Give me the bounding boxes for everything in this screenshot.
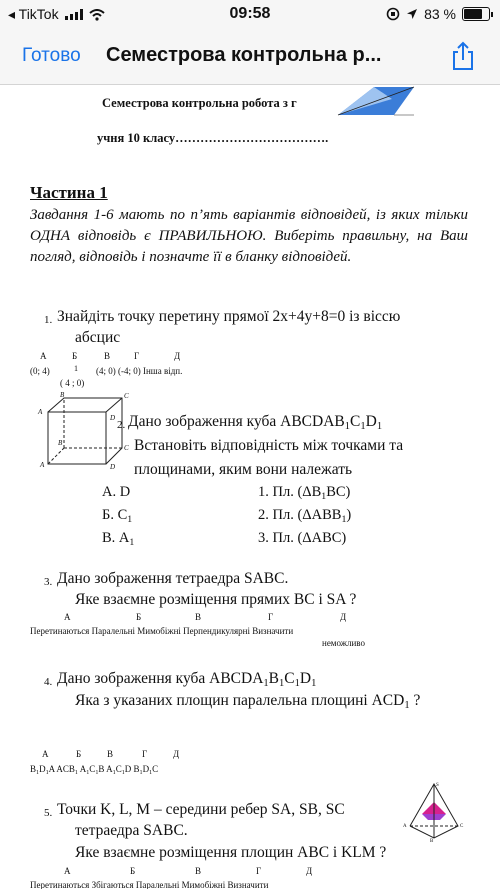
q2-option-a: А. D <box>102 484 131 500</box>
q4-letter-e: Д <box>173 749 180 759</box>
status-bar <box>0 0 500 30</box>
cube-label-b: B <box>58 439 63 447</box>
part-title: Частина 1 <box>30 183 108 202</box>
q5-number: 5. <box>44 807 53 819</box>
doc-header-title: Семестрова контрольна робота з г <box>102 96 297 110</box>
q2-number: 2. <box>117 419 126 431</box>
q5-letter-e: Д <box>306 866 313 876</box>
q2-option-b: Б. $C_1$ <box>102 507 133 525</box>
header-figure <box>334 85 418 119</box>
cube-label-b1: B <box>60 391 65 399</box>
q2-plane-3: 3. Пл. (ΔABC) <box>258 530 347 546</box>
q1-letter-e: Д <box>174 351 181 361</box>
q3-letter-b: Б <box>136 612 142 622</box>
q5-text-line1: Точки K, L, M – середини ребер SA, SB, SC <box>57 801 345 818</box>
status-right <box>386 6 490 22</box>
q4-text-line2: Яка з указаних площин паралельна площині $ACD_1$ ? <box>75 692 421 712</box>
document-page <box>0 85 500 889</box>
q4-letter-d: Г <box>142 749 148 759</box>
q2-text-line3: площинами, яким вони належать <box>134 461 353 478</box>
svg-text:S: S <box>436 783 439 788</box>
q1-number: 1. <box>44 314 53 326</box>
cube-label-d1: D <box>110 414 116 422</box>
q1-answer-b-bottom: ( 4 ; 0) <box>60 378 85 388</box>
q2-plane-2: 2. Пл. $(\Delta ABB_1)$ <box>258 507 352 525</box>
q4-answers: $B_1D_1A$ $ACB_1$ $A_1C_1B$ $A_1C_1D$ $B_1D_1C$ <box>30 764 159 776</box>
q1-letter-b: Б <box>72 351 78 361</box>
q4-letter-a: А <box>42 749 49 759</box>
q4-number: 4. <box>44 676 53 688</box>
nav-bar <box>0 30 500 85</box>
q2-text-line2: Встановіть відповідність між точками та <box>134 437 404 454</box>
svg-text:B: B <box>430 839 434 842</box>
q2-text-line1: Дано зображення куба $ABCDAB_1C_1D_1$ <box>128 413 383 433</box>
q2-option-c: В. $A_1$ <box>102 530 135 548</box>
cube-label-c: C <box>124 444 129 452</box>
q1-text-line1: Знайдіть точку перетину прямої 2x+4y+8=0 із віссю <box>57 308 401 325</box>
q1-answer-b-top: 1 <box>74 364 78 373</box>
q1-text-line2: абсцис <box>75 329 121 346</box>
q5-letter-c: В <box>195 866 202 876</box>
battery-icon <box>462 7 490 21</box>
cube-figure <box>30 390 130 470</box>
instructions: Завдання 1-6 мають по п’ять варіантів відповідей, із яких тільки ОДНА відповідь є ПРАВИЛЬНОЮ. Виберіть правильну, на Ваш погляд, відповідь і позначте її в бланку відповідей. <box>30 207 468 265</box>
q3-text-line1: Дано зображення тетраедра SABC. <box>57 570 289 587</box>
share-icon[interactable] <box>450 41 476 71</box>
q2-plane-1: 1. Пл. $(\Delta B_1BC)$ <box>258 484 351 502</box>
q5-letter-a: А <box>64 866 71 876</box>
q1-answer-a: (0; 4) <box>30 366 50 376</box>
q4-letter-c: В <box>107 749 114 759</box>
q5-text-line2: тетраедра SABC. <box>75 822 188 839</box>
q3-letter-a: А <box>64 612 71 622</box>
q1-letter-c: В <box>104 351 111 361</box>
svg-text:C: C <box>460 824 464 829</box>
q1-letter-d: Г <box>134 351 140 361</box>
orientation-lock-icon <box>386 7 400 21</box>
document-title: Семестрова контрольна р... <box>106 44 382 66</box>
status-time: 09:58 <box>229 5 271 22</box>
q5-answers: Перетинаються Збігаються Паралельні Мимобіжні Визначити <box>30 880 269 889</box>
q3-answers-cont: неможливо <box>322 638 365 648</box>
cube-label-a: A <box>40 461 45 469</box>
cube-label-a1: A <box>38 408 43 416</box>
back-to-app-link[interactable]: ◂ TikTok <box>8 6 59 22</box>
q4-letter-b: Б <box>76 749 82 759</box>
doc-header-student: учня 10 класу………………………………. <box>97 131 329 145</box>
q3-answers: Перетинаються Паралельні Мимобіжні Перпендикулярні Визначити <box>30 626 294 636</box>
q1-answers-rest: (4; 0) (-4; 0) Інша відп. <box>96 366 183 376</box>
q3-text-line2: Яке взаємне розміщення прямих BC і SA ? <box>75 591 357 608</box>
location-icon <box>406 8 418 20</box>
q5-letter-d: Г <box>256 866 262 876</box>
done-button[interactable]: Готово <box>22 45 81 66</box>
q3-number: 3. <box>44 576 53 588</box>
svg-text:A: A <box>403 824 407 829</box>
tetrahedron-figure <box>400 780 466 842</box>
q1-letter-a: А <box>40 351 47 361</box>
q5-text-line3: Яке взаємне розміщення площин ABC і KLM ? <box>75 844 387 861</box>
battery-percent: 83 % <box>424 6 456 22</box>
q3-letter-d: Г <box>268 612 274 622</box>
q3-letter-c: В <box>195 612 202 622</box>
cube-label-d: D <box>110 463 116 470</box>
q5-letter-b: Б <box>130 866 136 876</box>
q3-letter-e: Д <box>340 612 347 622</box>
cube-label-c1: C <box>124 392 129 400</box>
q4-text-line1: Дано зображення куба $ABCDA_1B_1C_1D_1$ <box>57 670 317 690</box>
